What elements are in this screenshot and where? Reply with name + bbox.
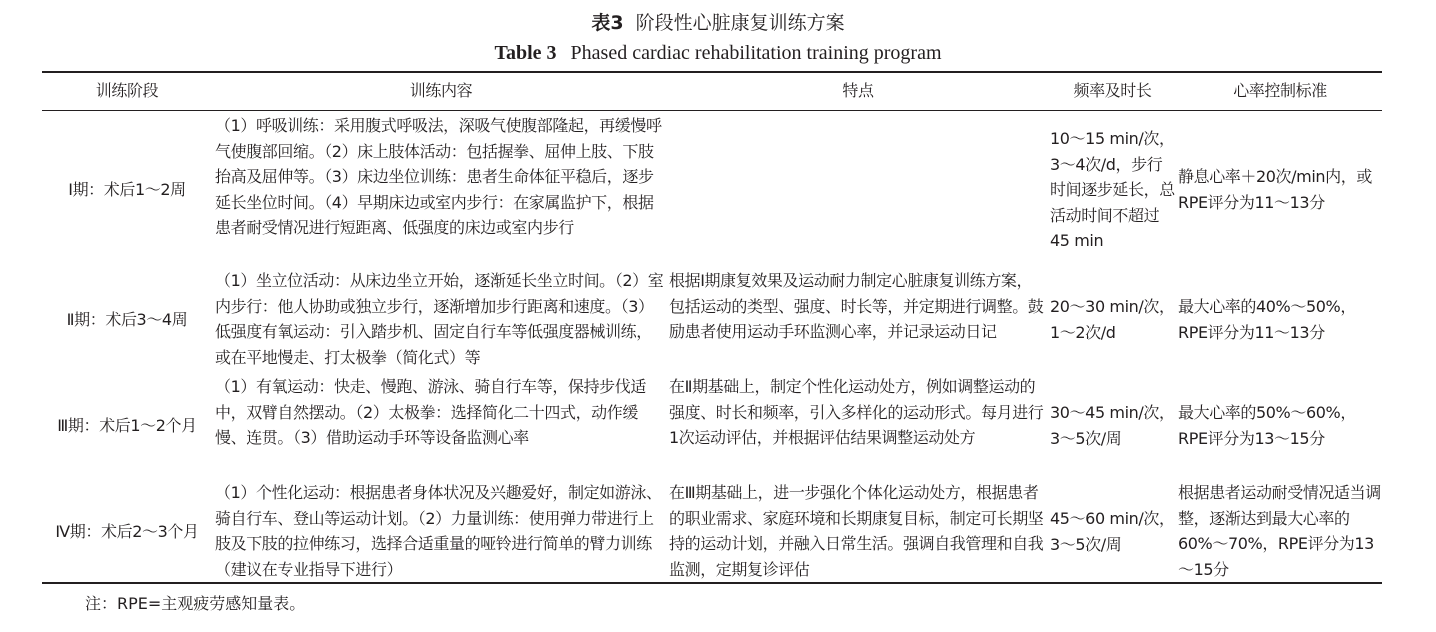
- row-1-heart-rate-text: 静息心率＋20次/min内，或RPE评分为11～13分: [1178, 167, 1372, 212]
- row-2-stage: [42, 268, 212, 371]
- row-2-features: 根据Ⅰ期康复效果及运动耐力制定心脏康复训练方案，包括运动的类型、强度、时长等，并定期进行调整。鼓励患者使用运动手环监测心率，并记录运动日记: [669, 271, 1044, 342]
- row-3-frequency: [1050, 374, 1175, 477]
- table-footnote: 注：RPE=主观疲劳感知量表。: [85, 594, 306, 613]
- table-top-rule: [42, 71, 1382, 73]
- row-3-content: （1）有氧运动：快走、慢跑、游泳、骑自行车等，保持步伐适中，双臂自然摆动。（2）太极拳：选择简化二十四式，动作缓慢、连贯。（3）借助运动手环等设备监测心率: [215, 377, 646, 448]
- row-3-stage-text: Ⅲ期：术后1～2个月: [57, 415, 197, 435]
- row-3-features: 在Ⅱ期基础上，制定个性化运动处方，例如调整运动的强度、时长和频率，引入多样化的运动形式。每月进行1次运动评估，并根据评估结果调整运动处方: [669, 377, 1044, 448]
- row-1-frequency-text: 10～15 min/次，3～4次/d，步行时间逐步延长，总活动时间不超过45 min: [1050, 129, 1175, 251]
- row-2-frequency: [1050, 268, 1175, 371]
- row-2-heart-rate: [1178, 268, 1382, 371]
- row-1-content: （1）呼吸训练：采用腹式呼吸法，深吸气使腹部隆起，再缓慢呼气使腹部回缩。（2）床上肢体活动：包括握拳、屈伸上肢、下肢抬高及屈伸等。（3）床边坐位训练：患者生命体征平稳后，逐步延长坐位时间。（4）早期床边或室内步行：在家属监护下，根据患者耐受情况进行短距离、低强度的床边或室内步行: [215, 116, 662, 238]
- row-2-content: （1）坐立位活动：从床边坐立开始，逐渐延长坐立时间。（2）室内步行：他人协助或独立步行，逐渐增加步行距离和速度。（3）低强度有氧运动：引入踏步机、固定自行车等低强度器械训练，或在平地慢走、打太极拳（简化式）等: [215, 271, 664, 367]
- row-1-stage: [42, 113, 212, 267]
- row-4-stage-text: Ⅳ期：术后2～3个月: [55, 521, 199, 541]
- row-2-frequency-text: 20～30 min/次，1～2次/d: [1050, 296, 1175, 342]
- header-stage: 训练阶段: [95, 81, 159, 100]
- header-frequency: 频率及时长: [1073, 81, 1152, 100]
- row-3-stage: [42, 374, 212, 477]
- caption-label-cn: 表3: [591, 12, 624, 34]
- header-features: 特点: [842, 81, 874, 100]
- row-1-heart-rate: [1178, 113, 1382, 267]
- table-header-rule: [42, 110, 1382, 111]
- caption-title-cn: 阶段性心脏康复训练方案: [635, 12, 845, 34]
- row-4-frequency-text: 45～60 min/次，3～5次/周: [1050, 508, 1175, 554]
- caption-label-en: Table 3: [494, 42, 557, 64]
- row-4-content: （1）个性化运动：根据患者身体状况及兴趣爱好，制定如游泳、骑自行车、登山等运动计划。（2）力量训练：使用弹力带进行上肢及下肢的拉伸练习，选择合适重量的哑铃进行简单的臂力训练（建议在专业指导下进行）: [215, 483, 662, 579]
- row-4-features: 在Ⅲ期基础上，进一步强化个体化运动处方，根据患者的职业需求、家庭环境和长期康复目标，制定可长期坚持的运动计划，并融入日常生活。强调自我管理和自我监测，定期复诊评估: [669, 483, 1044, 579]
- row-4-stage: [42, 480, 212, 583]
- row-2-stage-text: Ⅱ期：术后3～4周: [66, 309, 188, 329]
- row-1-frequency: [1050, 113, 1175, 267]
- row-4-frequency: [1050, 480, 1175, 583]
- header-heart-rate: 心率控制标准: [1233, 81, 1327, 100]
- row-1-stage-text: Ⅰ期：术后1～2周: [68, 180, 186, 200]
- row-2-heart-rate-text: 最大心率的40%～50%，RPE评分为11～13分: [1178, 296, 1356, 342]
- row-3-heart-rate: [1178, 374, 1382, 477]
- caption-en: [0, 40, 1436, 66]
- row-4-heart-rate: 根据患者运动耐受情况适当调整，逐渐达到最大心率的60%～70%，RPE评分为13～15分: [1178, 483, 1381, 579]
- caption-cn: [0, 10, 1436, 36]
- row-3-heart-rate-text: 最大心率的50%～60%，RPE评分为13～15分: [1178, 402, 1356, 448]
- row-3-frequency-text: 30～45 min/次，3～5次/周: [1050, 402, 1175, 448]
- header-content: 训练内容: [409, 81, 473, 100]
- caption-title-en: Phased cardiac rehabilitation training program: [570, 42, 942, 64]
